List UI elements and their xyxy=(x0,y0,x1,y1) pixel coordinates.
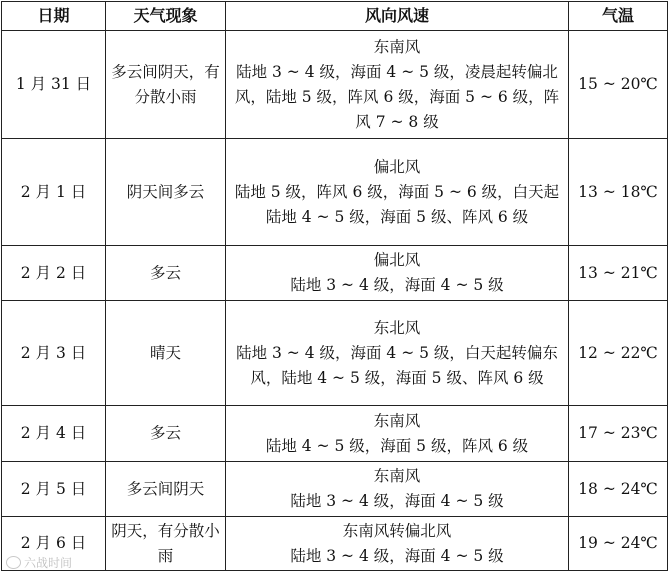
watermark-text: 六战时间 xyxy=(24,556,73,570)
header-temp: 气温 xyxy=(569,2,668,31)
table-row xyxy=(2,31,668,139)
header-wind: 风向风速 xyxy=(226,2,569,31)
cell-wind xyxy=(226,31,569,139)
cell-wind xyxy=(226,301,569,406)
wind-direction: 东南风转偏北风 xyxy=(342,521,452,540)
wind-speed: 陆地 3 ~ 4 级，海面 4 ~ 5 级，白天起转偏东风，陆地 4 ~ 5 级，海面 5 级、阵风 6 级 xyxy=(236,343,558,387)
cell-weather: 多云间阴天 xyxy=(106,462,226,517)
cell-date: 2 月 5 日 xyxy=(2,462,106,517)
forecast-table xyxy=(1,1,668,571)
cell-weather: 多云 xyxy=(106,246,226,301)
cell-weather: 多云 xyxy=(106,406,226,462)
wind-direction: 偏北风 xyxy=(373,157,421,176)
cell-temp: 13 ~ 21℃ xyxy=(569,246,668,301)
wind-direction: 东北风 xyxy=(373,318,421,337)
cell-wind xyxy=(226,246,569,301)
cell-weather: 阴天间多云 xyxy=(106,139,226,246)
table-body xyxy=(2,31,668,571)
cell-date: 2 月 3 日 xyxy=(2,301,106,406)
watermark-logo-icon xyxy=(6,556,21,569)
cell-wind xyxy=(226,462,569,517)
wind-direction: 东南风 xyxy=(373,467,421,485)
wind-direction: 东南风 xyxy=(373,37,421,56)
cell-wind xyxy=(226,406,569,462)
table-row xyxy=(2,517,668,571)
table-row xyxy=(2,406,668,462)
cell-date: 2 月 1 日 xyxy=(2,139,106,246)
table-row xyxy=(2,301,668,406)
wind-speed: 陆地 5 级，阵风 6 级，海面 5 ~ 6 级，白天起陆地 4 ~ 5 级，海面 5 级、阵风 6 级 xyxy=(234,182,560,226)
header-weather: 天气现象 xyxy=(106,2,226,31)
cell-temp: 13 ~ 18℃ xyxy=(569,139,668,246)
wind-direction: 偏北风 xyxy=(373,251,421,269)
wind-speed: 陆地 3 ~ 4 级，海面 4 ~ 5 级，凌晨起转偏北风，陆地 5 级，阵风 6 级，海面 5 ~ 6 级，阵风 7 ~ 8 级 xyxy=(234,62,560,131)
table-row xyxy=(2,139,668,246)
cell-date: 2 月 2 日 xyxy=(2,246,106,301)
cell-temp: 18 ~ 24℃ xyxy=(569,462,668,517)
cell-date: 2 月 6 日 xyxy=(2,517,106,571)
table-row xyxy=(2,246,668,301)
cell-wind xyxy=(226,517,569,571)
header-date: 日期 xyxy=(2,2,106,31)
wind-speed: 陆地 3 ~ 4 级，海面 4 ~ 5 级 xyxy=(290,492,504,510)
cell-temp: 19 ~ 24℃ xyxy=(569,517,668,571)
header-row xyxy=(2,2,668,31)
cell-weather: 多云间阴天，有分散小雨 xyxy=(106,31,226,139)
cell-weather: 晴天 xyxy=(106,301,226,406)
cell-date: 1 月 31 日 xyxy=(2,31,106,139)
watermark xyxy=(6,554,72,571)
wind-direction: 东南风 xyxy=(373,411,421,430)
table-header xyxy=(2,2,668,31)
cell-temp: 12 ~ 22℃ xyxy=(569,301,668,406)
cell-date: 2 月 4 日 xyxy=(2,406,106,462)
wind-speed: 陆地 4 ~ 5 级，海面 5 级，阵风 6 级 xyxy=(265,436,529,455)
table-row xyxy=(2,462,668,517)
wind-speed: 陆地 3 ~ 4 级，海面 4 ~ 5 级 xyxy=(290,546,504,565)
cell-temp: 15 ~ 20℃ xyxy=(569,31,668,139)
cell-temp: 17 ~ 23℃ xyxy=(569,406,668,462)
cell-weather: 阴天，有分散小雨 xyxy=(106,517,226,571)
wind-speed: 陆地 3 ~ 4 级，海面 4 ~ 5 级 xyxy=(290,276,504,294)
cell-wind xyxy=(226,139,569,246)
